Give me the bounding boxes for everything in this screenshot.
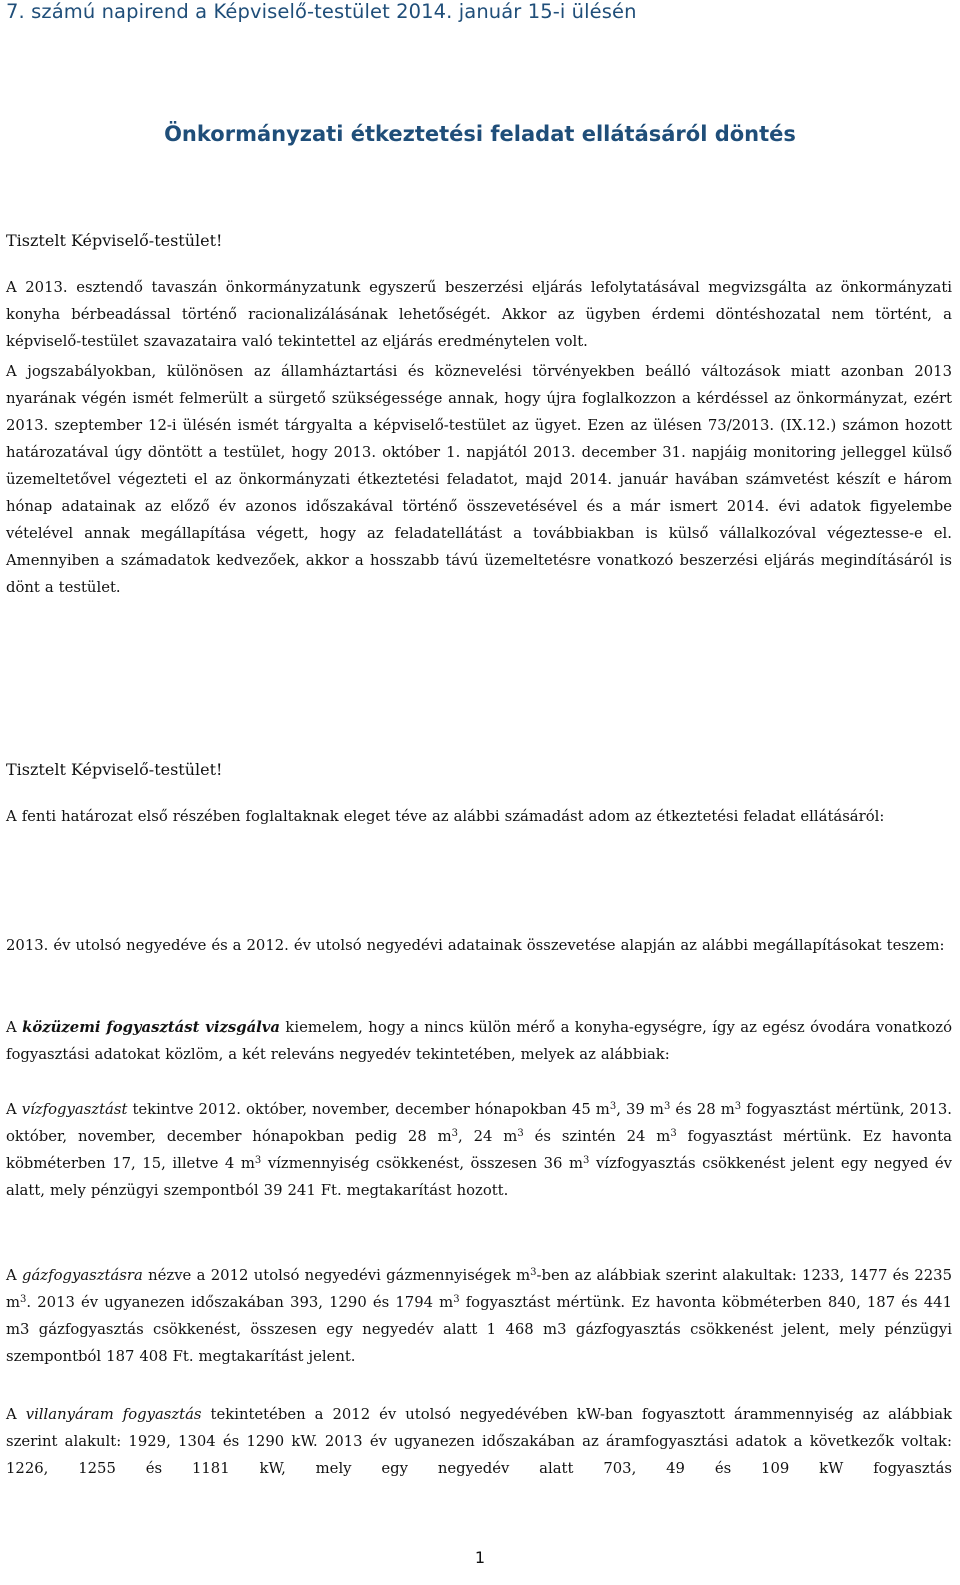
paragraph-gas-consumption: A gázfogyasztásra nézve a 2012 utolsó negyedévi gázmennyiségek $m^3$-ben az alábbiak szerint alakultak: 1233, 1477 és 2235 $m^3$. 2013 év ugyanezen időszakában 393, 1290 és 1794 $m^3$ fogyasztást mértünk. Ez havonta köbméterben 840, 187 és 441 m3 gázfogyasztás csökkenést, összesen egy negyedév alatt 1 468 m3 gázfogyasztás csökkenést jelent, mely pénzügyi szempontból 187 408 Ft. megtakarítást jelent. (6, 1267, 952, 1365)
paragraph-comparison: 2013. év utolsó negyedéve és a 2012. év utolsó negyedévi adatainak összevetése alapján az alábbi megállapításokat teszem: (6, 937, 945, 954)
emphasis-electricity: villanyáram fogyasztás (25, 1406, 202, 1423)
paragraph-legal-changes: A jogszabályokban, különösen az államháztartási és köznevelési törvényekben beálló változások miatt azonban 2013 nyarának végén ismét felmerült a sürgető szükségessége annak, hogy újra foglalkozzon a kérdéssel az önkormányzat, ezért 2013. szeptember 12-i ülésén ismét tárgyalta a képviselő-testület az ügyet. Ezen az ülésen 73/2013. (IX.12.) számon hozott határozatával úgy döntött a testület, hogy 2013. október 1. napjától 2013. december 31. napjáig monitoring jelleggel külső üzemeltetővel végezteti el az önkormányzati étkeztetési feladatot, majd 2014. január havában számvetést készít e három hónap adatainak az előző év azonos időszakával történő összevetésével és a már ismert 2014. évi adatok figyelembe vételével annak megállapítása végett, hogy az feladatellátást a továbbiakban is külső vállalkozóval végeztesse-e el. Amennyiben a számadatok kedvezőek, akkor a hosszabb távú üzemeltetésre vonatkozó beszerzési eljárás megindításáról is dönt a testület. (6, 363, 952, 596)
paragraph-electricity-consumption: A villanyáram fogyasztás tekintetében a 2012 év utolsó negyedévében kW-ban fogyasztott árammennyiség az alábbiak szerint alakult: 1929, 1304 és 1290 kW. 2013 év ugyanezen időszakában az áramfogyasztási adatok a következők voltak: 1226, 1255 és 1181 kW, mely egy negyedév alatt 703, 49 és 109 kW fogyasztás (6, 1406, 953, 1477)
page-number: 1 (474, 1548, 486, 1567)
emphasis-gas: gázfogyasztásra (22, 1267, 143, 1284)
document-title: Önkormányzati étkeztetési feladat ellátásáról döntés (164, 122, 796, 146)
salutation-second: Tisztelt Képviselő-testület! (6, 760, 223, 779)
emphasis-water: vízfogyasztást (21, 1101, 128, 1118)
agenda-header: 7. számú napirend a Képviselő-testület 2014. január 15-i ülésén (6, 0, 637, 23)
emphasis-utility: közüzemi fogyasztást vizsgálva (22, 1019, 280, 1036)
paragraph-water-consumption: A vízfogyasztást tekintve 2012. október, november, december hónapokban 45 $m^3$, 39 $m^3$ és 28 $m^3$ fogyasztást mértünk, 2013. október, november, december hónapokban pedig 28 $m^3$, 24 $m^3$ és szintén 24 $m^3$ fogyasztást mértünk. Ez havonta köbméterben 17, 15, illetve 4 $m^3$ vízmennyiség csökkenést, összesen 36 $m^3$ vízfogyasztás csökkenést jelent egy negyed év alatt, mely pénzügyi szempontból 39 241 Ft. megtakarítást hozott. (6, 1101, 952, 1199)
salutation: Tisztelt Képviselő-testület! (6, 231, 223, 250)
paragraph-background: A 2013. esztendő tavaszán önkormányzatunk egyszerű beszerzési eljárás lefolytatásával megvizsgálta az önkormányzati konyha bérbeadással történő racionalizálásának lehetőségét. Akkor az ügyben érdemi döntéshozatal nem történt, a képviselő-testület szavazataira való tekintettel az eljárás eredménytelen volt. (6, 279, 952, 350)
paragraph-report-intro: A fenti határozat első részében foglaltaknak eleget téve az alábbi számadást adom az étkeztetési feladat ellátásáról: (6, 808, 885, 825)
paragraph-utility-consumption: A közüzemi fogyasztást vizsgálva kiemelem, hogy a nincs külön mérő a konyha-egységre, így az egész óvodára vonatkozó fogyasztási adatokat közlöm, a két releváns negyedév tekintetében, melyek az alábbiak: (6, 1019, 952, 1063)
